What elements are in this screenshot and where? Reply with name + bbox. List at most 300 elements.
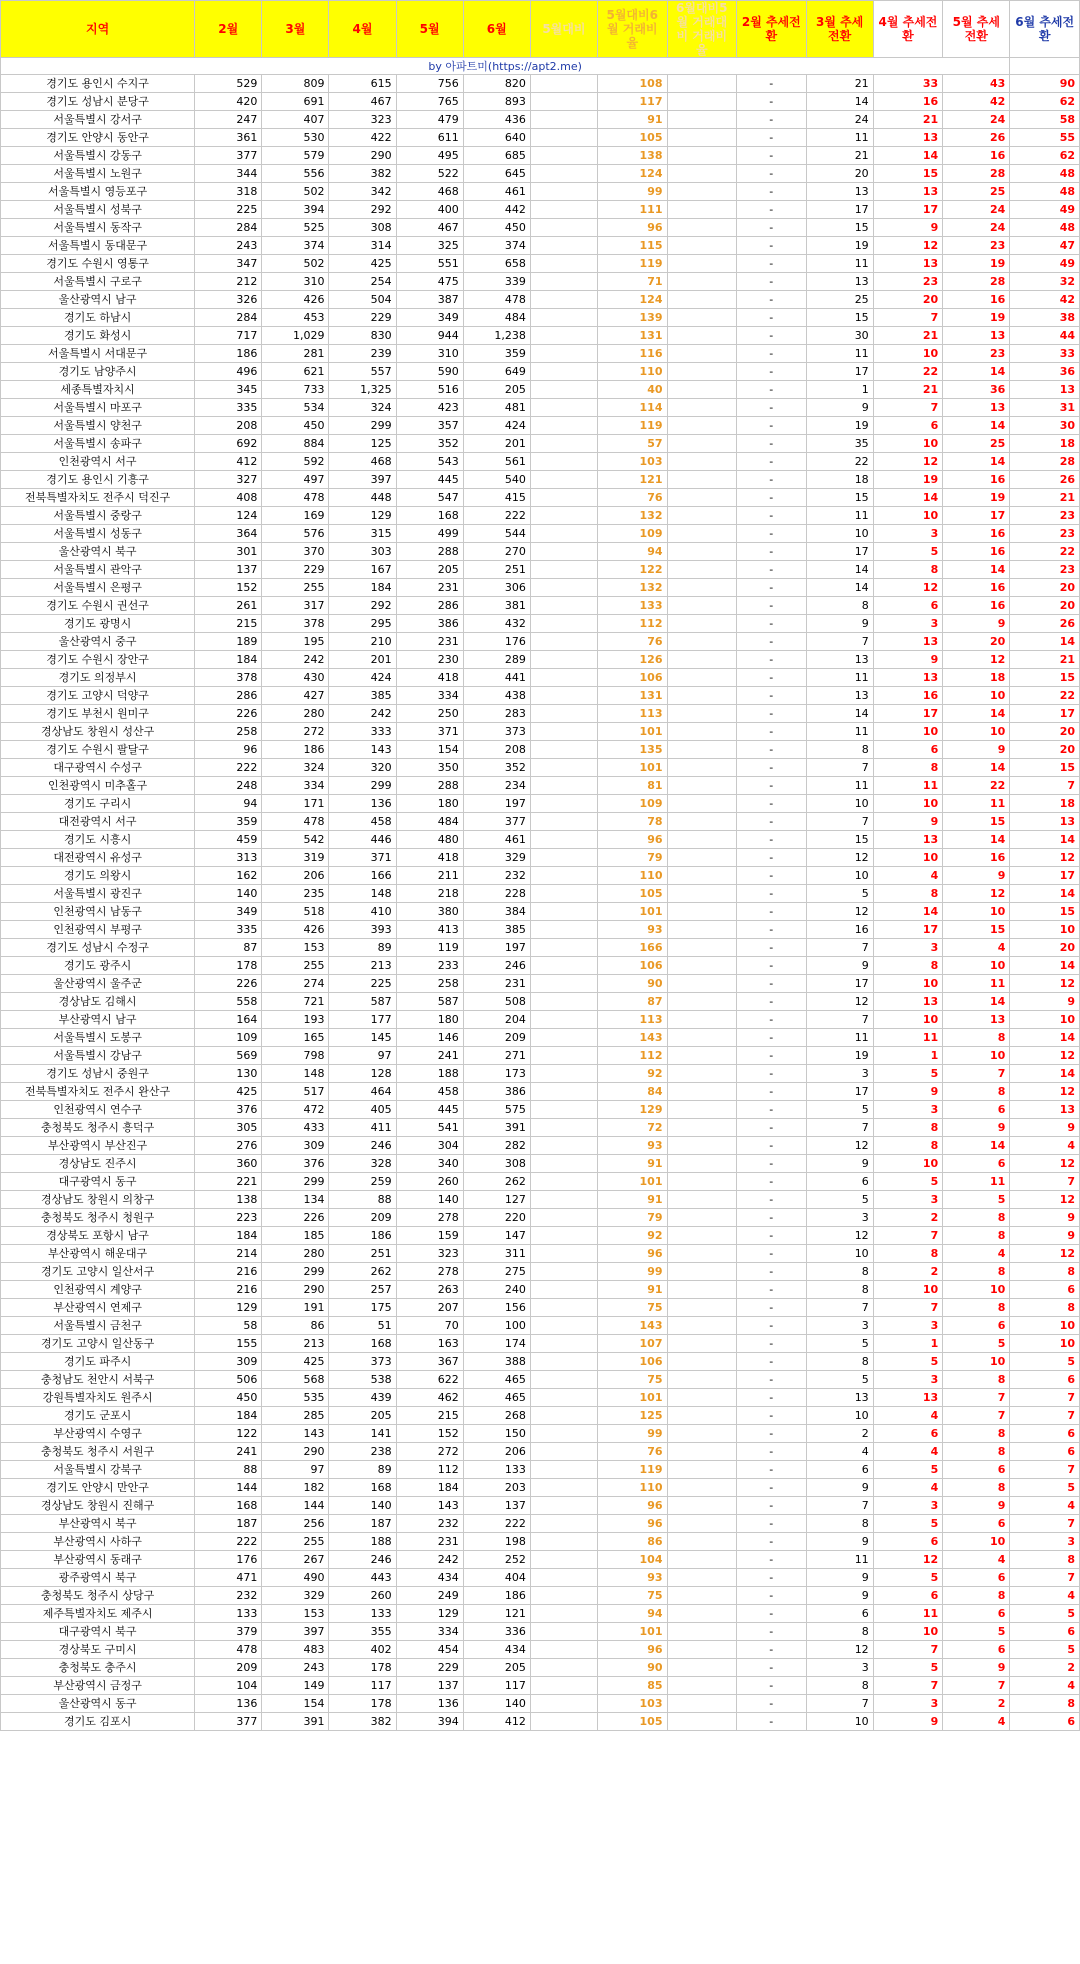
trend-may-cell[interactable]: 13 — [943, 399, 1010, 417]
trend-apr-cell[interactable]: 15 — [873, 165, 943, 183]
ratio2-cell[interactable] — [667, 1695, 737, 1713]
may-cell[interactable]: 467 — [396, 219, 463, 237]
ratio-cell[interactable]: 129 — [597, 1101, 667, 1119]
trend-mar-cell[interactable]: 22 — [806, 453, 873, 471]
trend-jun-cell[interactable]: 4 — [1010, 1587, 1080, 1605]
ratio-cell[interactable]: 87 — [597, 993, 667, 1011]
region-cell[interactable]: 부산광역시 부산진구 — [1, 1137, 195, 1155]
region-cell[interactable]: 서울특별시 금천구 — [1, 1317, 195, 1335]
ratio-cell[interactable]: 92 — [597, 1065, 667, 1083]
feb-cell[interactable]: 221 — [195, 1173, 262, 1191]
may-cell[interactable]: 154 — [396, 741, 463, 759]
trend-apr-cell[interactable]: 7 — [873, 1227, 943, 1245]
ratio-cell[interactable]: 90 — [597, 975, 667, 993]
may-cell[interactable]: 944 — [396, 327, 463, 345]
trend-feb-cell[interactable]: - — [737, 345, 807, 363]
jun-cell[interactable]: 203 — [463, 1479, 530, 1497]
jun-cell[interactable]: 252 — [463, 1551, 530, 1569]
feb-cell[interactable]: 178 — [195, 957, 262, 975]
mar-cell[interactable]: 191 — [262, 1299, 329, 1317]
trend-may-cell[interactable]: 18 — [943, 669, 1010, 687]
ratio-cell[interactable]: 75 — [597, 1299, 667, 1317]
region-cell[interactable]: 경상남도 창원시 의창구 — [1, 1191, 195, 1209]
trend-jun-cell[interactable]: 14 — [1010, 885, 1080, 903]
trend-may-cell[interactable]: 14 — [943, 453, 1010, 471]
table-row[interactable] — [1, 741, 1080, 759]
col-header-trend-apr[interactable]: 4월 추세전환 — [873, 1, 943, 58]
ratio2-cell[interactable] — [667, 903, 737, 921]
trend-apr-cell[interactable]: 2 — [873, 1263, 943, 1281]
may-cell[interactable]: 516 — [396, 381, 463, 399]
trend-may-cell[interactable]: 16 — [943, 579, 1010, 597]
ratio-cell[interactable]: 124 — [597, 165, 667, 183]
table-row[interactable] — [1, 1623, 1080, 1641]
region-cell[interactable]: 경상북도 포항시 남구 — [1, 1227, 195, 1245]
ratio2-cell[interactable] — [667, 1353, 737, 1371]
may-cell[interactable]: 445 — [396, 1101, 463, 1119]
jun-cell[interactable]: 173 — [463, 1065, 530, 1083]
jun-cell[interactable]: 275 — [463, 1263, 530, 1281]
ratio-cell[interactable]: 96 — [597, 1497, 667, 1515]
jun-cell[interactable]: 174 — [463, 1335, 530, 1353]
jun-cell[interactable]: 232 — [463, 867, 530, 885]
trend-mar-cell[interactable]: 7 — [806, 1299, 873, 1317]
apr-cell[interactable]: 425 — [329, 255, 396, 273]
col-header-apr[interactable]: 4월 — [329, 1, 396, 58]
mar-cell[interactable]: 556 — [262, 165, 329, 183]
trend-feb-cell[interactable]: - — [737, 1227, 807, 1245]
feb-cell[interactable]: 216 — [195, 1263, 262, 1281]
vs-may-cell[interactable] — [530, 327, 597, 345]
trend-jun-cell[interactable]: 23 — [1010, 525, 1080, 543]
trend-mar-cell[interactable]: 11 — [806, 669, 873, 687]
ratio-cell[interactable]: 115 — [597, 237, 667, 255]
feb-cell[interactable]: 155 — [195, 1335, 262, 1353]
region-cell[interactable]: 경기도 성남시 분당구 — [1, 93, 195, 111]
trend-mar-cell[interactable]: 8 — [806, 1353, 873, 1371]
ratio-cell[interactable]: 81 — [597, 777, 667, 795]
trend-jun-cell[interactable]: 38 — [1010, 309, 1080, 327]
table-row[interactable] — [1, 687, 1080, 705]
trend-feb-cell[interactable]: - — [737, 831, 807, 849]
mar-cell[interactable]: 497 — [262, 471, 329, 489]
ratio2-cell[interactable] — [667, 1155, 737, 1173]
apr-cell[interactable]: 210 — [329, 633, 396, 651]
may-cell[interactable]: 434 — [396, 1569, 463, 1587]
apr-cell[interactable]: 242 — [329, 705, 396, 723]
trend-mar-cell[interactable]: 11 — [806, 777, 873, 795]
trend-mar-cell[interactable]: 19 — [806, 1047, 873, 1065]
ratio2-cell[interactable] — [667, 417, 737, 435]
trend-feb-cell[interactable]: - — [737, 939, 807, 957]
may-cell[interactable]: 418 — [396, 669, 463, 687]
jun-cell[interactable]: 649 — [463, 363, 530, 381]
ratio-cell[interactable]: 93 — [597, 1137, 667, 1155]
trend-jun-cell[interactable]: 33 — [1010, 345, 1080, 363]
vs-may-cell[interactable] — [530, 489, 597, 507]
may-cell[interactable]: 288 — [396, 777, 463, 795]
col-header-ratio-2[interactable]: 6월대비5월 거래대비 거래비율 — [667, 1, 737, 58]
ratio2-cell[interactable] — [667, 507, 737, 525]
trend-may-cell[interactable]: 24 — [943, 201, 1010, 219]
table-row[interactable] — [1, 183, 1080, 201]
trend-may-cell[interactable]: 25 — [943, 183, 1010, 201]
vs-may-cell[interactable] — [530, 507, 597, 525]
vs-may-cell[interactable] — [530, 1695, 597, 1713]
table-row[interactable] — [1, 957, 1080, 975]
table-row[interactable] — [1, 885, 1080, 903]
table-row[interactable] — [1, 1029, 1080, 1047]
ratio2-cell[interactable] — [667, 471, 737, 489]
mar-cell[interactable]: 256 — [262, 1515, 329, 1533]
trend-may-cell[interactable]: 12 — [943, 651, 1010, 669]
table-row[interactable] — [1, 471, 1080, 489]
trend-mar-cell[interactable]: 5 — [806, 1191, 873, 1209]
apr-cell[interactable]: 187 — [329, 1515, 396, 1533]
jun-cell[interactable]: 283 — [463, 705, 530, 723]
vs-may-cell[interactable] — [530, 1155, 597, 1173]
may-cell[interactable]: 304 — [396, 1137, 463, 1155]
apr-cell[interactable]: 382 — [329, 165, 396, 183]
jun-cell[interactable]: 561 — [463, 453, 530, 471]
trend-apr-cell[interactable]: 16 — [873, 687, 943, 705]
trend-may-cell[interactable]: 10 — [943, 687, 1010, 705]
trend-mar-cell[interactable]: 17 — [806, 1083, 873, 1101]
ratio-cell[interactable]: 99 — [597, 1263, 667, 1281]
table-row[interactable] — [1, 255, 1080, 273]
ratio-cell[interactable]: 99 — [597, 1425, 667, 1443]
vs-may-cell[interactable] — [530, 1587, 597, 1605]
trend-feb-cell[interactable]: - — [737, 1479, 807, 1497]
trend-feb-cell[interactable]: - — [737, 1605, 807, 1623]
feb-cell[interactable]: 187 — [195, 1515, 262, 1533]
ratio-cell[interactable]: 40 — [597, 381, 667, 399]
apr-cell[interactable]: 205 — [329, 1407, 396, 1425]
trend-feb-cell[interactable]: - — [737, 1533, 807, 1551]
mar-cell[interactable]: 478 — [262, 489, 329, 507]
jun-cell[interactable]: 204 — [463, 1011, 530, 1029]
trend-mar-cell[interactable]: 11 — [806, 345, 873, 363]
jun-cell[interactable]: 209 — [463, 1029, 530, 1047]
table-row[interactable] — [1, 1335, 1080, 1353]
trend-feb-cell[interactable]: - — [737, 363, 807, 381]
trend-may-cell[interactable]: 8 — [943, 1587, 1010, 1605]
trend-feb-cell[interactable]: - — [737, 723, 807, 741]
ratio2-cell[interactable] — [667, 525, 737, 543]
feb-cell[interactable]: 261 — [195, 597, 262, 615]
ratio2-cell[interactable] — [667, 1245, 737, 1263]
ratio2-cell[interactable] — [667, 1569, 737, 1587]
trend-feb-cell[interactable]: - — [737, 399, 807, 417]
vs-may-cell[interactable] — [530, 1299, 597, 1317]
jun-cell[interactable]: 481 — [463, 399, 530, 417]
ratio2-cell[interactable] — [667, 1659, 737, 1677]
table-row[interactable] — [1, 1263, 1080, 1281]
jun-cell[interactable]: 198 — [463, 1533, 530, 1551]
jun-cell[interactable]: 386 — [463, 1083, 530, 1101]
ratio2-cell[interactable] — [667, 687, 737, 705]
ratio-cell[interactable]: 94 — [597, 1605, 667, 1623]
jun-cell[interactable]: 575 — [463, 1101, 530, 1119]
table-row[interactable] — [1, 1155, 1080, 1173]
table-row[interactable] — [1, 1173, 1080, 1191]
ratio2-cell[interactable] — [667, 1227, 737, 1245]
ratio2-cell[interactable] — [667, 1461, 737, 1479]
ratio2-cell[interactable] — [667, 939, 737, 957]
trend-feb-cell[interactable]: - — [737, 1353, 807, 1371]
ratio-cell[interactable]: 110 — [597, 363, 667, 381]
ratio2-cell[interactable] — [667, 111, 737, 129]
vs-may-cell[interactable] — [530, 705, 597, 723]
trend-mar-cell[interactable]: 20 — [806, 165, 873, 183]
ratio-cell[interactable]: 133 — [597, 597, 667, 615]
ratio-cell[interactable]: 96 — [597, 1515, 667, 1533]
ratio2-cell[interactable] — [667, 399, 737, 417]
ratio-cell[interactable]: 85 — [597, 1677, 667, 1695]
col-header-jun[interactable]: 6월 — [463, 1, 530, 58]
region-cell[interactable]: 인천광역시 부평구 — [1, 921, 195, 939]
region-cell[interactable]: 서울특별시 강북구 — [1, 1461, 195, 1479]
trend-jun-cell[interactable]: 7 — [1010, 1173, 1080, 1191]
may-cell[interactable]: 484 — [396, 813, 463, 831]
trend-jun-cell[interactable]: 17 — [1010, 867, 1080, 885]
trend-feb-cell[interactable]: - — [737, 1443, 807, 1461]
feb-cell[interactable]: 359 — [195, 813, 262, 831]
table-row[interactable] — [1, 399, 1080, 417]
feb-cell[interactable]: 184 — [195, 1227, 262, 1245]
mar-cell[interactable]: 535 — [262, 1389, 329, 1407]
apr-cell[interactable]: 468 — [329, 453, 396, 471]
trend-apr-cell[interactable]: 7 — [873, 399, 943, 417]
feb-cell[interactable]: 420 — [195, 93, 262, 111]
trend-mar-cell[interactable]: 9 — [806, 399, 873, 417]
region-cell[interactable]: 울산광역시 북구 — [1, 543, 195, 561]
jun-cell[interactable]: 388 — [463, 1353, 530, 1371]
trend-mar-cell[interactable]: 17 — [806, 363, 873, 381]
region-cell[interactable]: 서울특별시 관악구 — [1, 561, 195, 579]
ratio-cell[interactable]: 138 — [597, 147, 667, 165]
ratio2-cell[interactable] — [667, 669, 737, 687]
ratio2-cell[interactable] — [667, 1713, 737, 1731]
feb-cell[interactable]: 692 — [195, 435, 262, 453]
apr-cell[interactable]: 464 — [329, 1083, 396, 1101]
trend-apr-cell[interactable]: 14 — [873, 903, 943, 921]
ratio2-cell[interactable] — [667, 885, 737, 903]
table-row[interactable] — [1, 237, 1080, 255]
jun-cell[interactable]: 478 — [463, 291, 530, 309]
ratio-cell[interactable]: 91 — [597, 111, 667, 129]
region-cell[interactable]: 경기도 고양시 일산동구 — [1, 1335, 195, 1353]
trend-apr-cell[interactable]: 8 — [873, 759, 943, 777]
trend-apr-cell[interactable]: 10 — [873, 795, 943, 813]
trend-apr-cell[interactable]: 17 — [873, 921, 943, 939]
trend-mar-cell[interactable]: 21 — [806, 75, 873, 93]
jun-cell[interactable]: 540 — [463, 471, 530, 489]
feb-cell[interactable]: 335 — [195, 399, 262, 417]
jun-cell[interactable]: 222 — [463, 507, 530, 525]
trend-feb-cell[interactable]: - — [737, 1281, 807, 1299]
may-cell[interactable]: 286 — [396, 597, 463, 615]
trend-may-cell[interactable]: 14 — [943, 417, 1010, 435]
trend-mar-cell[interactable]: 18 — [806, 471, 873, 489]
apr-cell[interactable]: 393 — [329, 921, 396, 939]
trend-jun-cell[interactable]: 18 — [1010, 795, 1080, 813]
feb-cell[interactable]: 222 — [195, 1533, 262, 1551]
trend-feb-cell[interactable]: - — [737, 1173, 807, 1191]
trend-feb-cell[interactable]: - — [737, 219, 807, 237]
region-cell[interactable]: 서울특별시 강서구 — [1, 111, 195, 129]
trend-feb-cell[interactable]: - — [737, 1587, 807, 1605]
region-cell[interactable]: 서울특별시 마포구 — [1, 399, 195, 417]
mar-cell[interactable]: 134 — [262, 1191, 329, 1209]
region-cell[interactable]: 서울특별시 영등포구 — [1, 183, 195, 201]
ratio-cell[interactable]: 122 — [597, 561, 667, 579]
mar-cell[interactable]: 153 — [262, 1605, 329, 1623]
trend-apr-cell[interactable]: 11 — [873, 1029, 943, 1047]
apr-cell[interactable]: 290 — [329, 147, 396, 165]
vs-may-cell[interactable] — [530, 1659, 597, 1677]
trend-mar-cell[interactable]: 7 — [806, 939, 873, 957]
trend-jun-cell[interactable]: 26 — [1010, 471, 1080, 489]
table-row[interactable] — [1, 1299, 1080, 1317]
jun-cell[interactable]: 424 — [463, 417, 530, 435]
jun-cell[interactable]: 640 — [463, 129, 530, 147]
mar-cell[interactable]: 143 — [262, 1425, 329, 1443]
mar-cell[interactable]: 186 — [262, 741, 329, 759]
trend-feb-cell[interactable]: - — [737, 147, 807, 165]
apr-cell[interactable]: 446 — [329, 831, 396, 849]
trend-may-cell[interactable]: 5 — [943, 1335, 1010, 1353]
feb-cell[interactable]: 208 — [195, 417, 262, 435]
feb-cell[interactable]: 345 — [195, 381, 262, 399]
ratio-cell[interactable]: 143 — [597, 1029, 667, 1047]
feb-cell[interactable]: 412 — [195, 453, 262, 471]
ratio-cell[interactable]: 101 — [597, 1173, 667, 1191]
feb-cell[interactable]: 243 — [195, 237, 262, 255]
region-cell[interactable]: 인천광역시 서구 — [1, 453, 195, 471]
mar-cell[interactable]: 502 — [262, 183, 329, 201]
trend-feb-cell[interactable]: - — [737, 93, 807, 111]
table-row[interactable] — [1, 1659, 1080, 1677]
vs-may-cell[interactable] — [530, 1065, 597, 1083]
region-cell[interactable]: 서울특별시 도봉구 — [1, 1029, 195, 1047]
trend-apr-cell[interactable]: 9 — [873, 1713, 943, 1731]
feb-cell[interactable]: 176 — [195, 1551, 262, 1569]
trend-jun-cell[interactable]: 62 — [1010, 93, 1080, 111]
vs-may-cell[interactable] — [530, 1263, 597, 1281]
ratio2-cell[interactable] — [667, 957, 737, 975]
vs-may-cell[interactable] — [530, 273, 597, 291]
may-cell[interactable]: 119 — [396, 939, 463, 957]
trend-jun-cell[interactable]: 5 — [1010, 1605, 1080, 1623]
trend-mar-cell[interactable]: 8 — [806, 1677, 873, 1695]
trend-may-cell[interactable]: 6 — [943, 1317, 1010, 1335]
ratio2-cell[interactable] — [667, 1407, 737, 1425]
trend-jun-cell[interactable]: 14 — [1010, 633, 1080, 651]
apr-cell[interactable]: 410 — [329, 903, 396, 921]
feb-cell[interactable]: 305 — [195, 1119, 262, 1137]
region-cell[interactable]: 서울특별시 동작구 — [1, 219, 195, 237]
jun-cell[interactable]: 201 — [463, 435, 530, 453]
feb-cell[interactable]: 152 — [195, 579, 262, 597]
may-cell[interactable]: 260 — [396, 1173, 463, 1191]
feb-cell[interactable]: 87 — [195, 939, 262, 957]
trend-may-cell[interactable]: 14 — [943, 831, 1010, 849]
trend-mar-cell[interactable]: 19 — [806, 237, 873, 255]
feb-cell[interactable]: 136 — [195, 1695, 262, 1713]
region-cell[interactable]: 대구광역시 수성구 — [1, 759, 195, 777]
may-cell[interactable]: 394 — [396, 1713, 463, 1731]
trend-may-cell[interactable]: 14 — [943, 993, 1010, 1011]
apr-cell[interactable]: 186 — [329, 1227, 396, 1245]
region-cell[interactable]: 경기도 시흥시 — [1, 831, 195, 849]
col-header-ratio[interactable]: 5월대비6월 거래비율 — [597, 1, 667, 58]
vs-may-cell[interactable] — [530, 1551, 597, 1569]
trend-apr-cell[interactable]: 3 — [873, 615, 943, 633]
region-cell[interactable]: 경기도 성남시 수정구 — [1, 939, 195, 957]
feb-cell[interactable]: 88 — [195, 1461, 262, 1479]
feb-cell[interactable]: 130 — [195, 1065, 262, 1083]
ratio-cell[interactable]: 105 — [597, 885, 667, 903]
trend-feb-cell[interactable]: - — [737, 1461, 807, 1479]
trend-feb-cell[interactable]: - — [737, 525, 807, 543]
trend-jun-cell[interactable]: 7 — [1010, 1515, 1080, 1533]
table-row[interactable] — [1, 1137, 1080, 1155]
trend-feb-cell[interactable]: - — [737, 1047, 807, 1065]
feb-cell[interactable]: 450 — [195, 1389, 262, 1407]
table-row[interactable] — [1, 1641, 1080, 1659]
trend-jun-cell[interactable]: 8 — [1010, 1695, 1080, 1713]
ratio2-cell[interactable] — [667, 705, 737, 723]
trend-may-cell[interactable]: 19 — [943, 489, 1010, 507]
jun-cell[interactable]: 1,238 — [463, 327, 530, 345]
apr-cell[interactable]: 320 — [329, 759, 396, 777]
trend-jun-cell[interactable]: 5 — [1010, 1353, 1080, 1371]
may-cell[interactable]: 159 — [396, 1227, 463, 1245]
table-row[interactable] — [1, 1551, 1080, 1569]
jun-cell[interactable]: 385 — [463, 921, 530, 939]
apr-cell[interactable]: 89 — [329, 1461, 396, 1479]
region-cell[interactable]: 울산광역시 울주군 — [1, 975, 195, 993]
trend-feb-cell[interactable]: - — [737, 1317, 807, 1335]
trend-apr-cell[interactable]: 8 — [873, 1245, 943, 1263]
trend-jun-cell[interactable]: 8 — [1010, 1263, 1080, 1281]
ratio-cell[interactable]: 91 — [597, 1155, 667, 1173]
may-cell[interactable]: 168 — [396, 507, 463, 525]
vs-may-cell[interactable] — [530, 1335, 597, 1353]
ratio-cell[interactable]: 112 — [597, 1047, 667, 1065]
ratio-cell[interactable]: 76 — [597, 633, 667, 651]
may-cell[interactable]: 765 — [396, 93, 463, 111]
trend-jun-cell[interactable]: 20 — [1010, 741, 1080, 759]
jun-cell[interactable]: 415 — [463, 489, 530, 507]
may-cell[interactable]: 590 — [396, 363, 463, 381]
trend-apr-cell[interactable]: 3 — [873, 1371, 943, 1389]
trend-apr-cell[interactable]: 21 — [873, 111, 943, 129]
trend-mar-cell[interactable]: 14 — [806, 93, 873, 111]
trend-jun-cell[interactable]: 6 — [1010, 1623, 1080, 1641]
apr-cell[interactable]: 167 — [329, 561, 396, 579]
apr-cell[interactable]: 177 — [329, 1011, 396, 1029]
trend-jun-cell[interactable]: 17 — [1010, 705, 1080, 723]
trend-mar-cell[interactable]: 3 — [806, 1209, 873, 1227]
trend-feb-cell[interactable]: - — [737, 1713, 807, 1731]
region-cell[interactable]: 충청남도 천안시 서북구 — [1, 1371, 195, 1389]
feb-cell[interactable]: 144 — [195, 1479, 262, 1497]
apr-cell[interactable]: 141 — [329, 1425, 396, 1443]
apr-cell[interactable]: 295 — [329, 615, 396, 633]
mar-cell[interactable]: 281 — [262, 345, 329, 363]
